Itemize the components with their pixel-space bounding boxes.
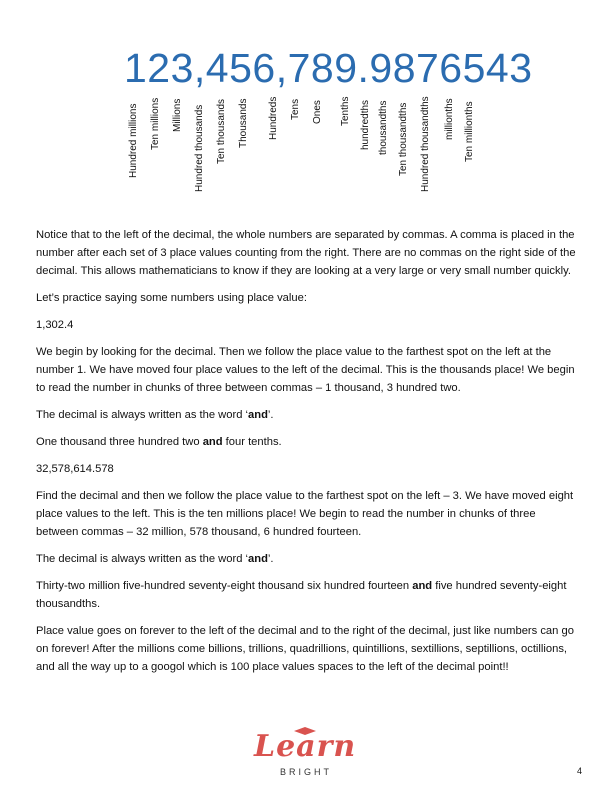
place-value-label: thousandths	[378, 100, 389, 155]
paragraph-reading-1: One thousand three hundred two and four tenths.	[36, 436, 282, 448]
place-value-labels	[0, 0, 612, 200]
place-value-label: Hundred thousandths	[420, 96, 431, 192]
place-value-label: Tens	[290, 98, 301, 120]
place-value-label: Ten thousandths	[398, 102, 409, 176]
paragraph-decimal-rule-2: The decimal is always written as the word ‘and’.	[36, 553, 274, 565]
page-number: 4	[577, 766, 583, 776]
place-value-label: Ten thousands	[216, 98, 227, 164]
body-text	[36, 226, 580, 685]
place-value-label: Ten millionths	[464, 101, 475, 162]
place-value-label: Hundred millions	[128, 103, 139, 178]
place-value-label: Tenths	[340, 96, 351, 126]
example-number-1: 1,302.4	[36, 319, 74, 331]
place-value-label: Hundreds	[268, 96, 279, 140]
paragraph-decimal-rule-1: The decimal is always written as the word ‘and’.	[36, 409, 274, 421]
example-number-2: 32,578,614.578	[36, 463, 114, 475]
paragraph-reading-2: Thirty-two million five-hundred seventy-eight thousand six hundred fourteen and five hundred seventy-eight thousandths.	[36, 580, 567, 610]
paragraph-conclusion: Place value goes on forever to the left of the decimal and to the right of the decimal, just like numbers can go on forever! After the millions come billions, trillions, quadrillions, quintillions, sextillions, septillions, octillions, and all the way up to a googol which is 100 place values spaces to the left of the decimal point!!	[36, 625, 574, 673]
paragraph-commas: Notice that to the left of the decimal, the whole numbers are separated by commas. A comma is placed in the number after each set of 3 place values counting from the right. There are no commas on the right side of the decimal. This allows mathematicians to know if they are looking at a very large or very small number quickly.	[36, 229, 576, 277]
paragraph-explanation-2: Find the decimal and then we follow the place value to the farthest spot on the left – 3. We have moved eight place values to the left. This is the ten millions place! We begin to read the number in chunks of three between commas – 32 million, 578 thousand, 6 hundred fourteen.	[36, 490, 574, 538]
logo-word: Learn	[254, 729, 357, 764]
paragraph-explanation-1: We begin by looking for the decimal. Then we follow the place value to the farthest spot on the left at the number 1. We have moved four place values to the left of the decimal. This is the thousands place! We begin to read the number in chunks of three between commas – 1 thousand, 3 hundred two.	[36, 346, 575, 394]
logo-subtitle: BRIGHT	[280, 767, 333, 777]
place-value-label: Ten millions	[150, 97, 161, 150]
place-value-label: Hundred thousands	[194, 104, 205, 192]
learn-bright-logo	[246, 727, 358, 783]
place-value-label: hundredths	[360, 99, 371, 150]
place-value-label: millionths	[444, 98, 455, 140]
place-value-label: Millions	[172, 98, 183, 132]
place-value-label: Thousands	[238, 98, 249, 148]
place-value-number: 123,456,789.9876543	[124, 45, 533, 91]
paragraph-practice: Let’s practice saying some numbers using place value:	[36, 292, 307, 304]
place-value-label: Ones	[312, 100, 323, 124]
